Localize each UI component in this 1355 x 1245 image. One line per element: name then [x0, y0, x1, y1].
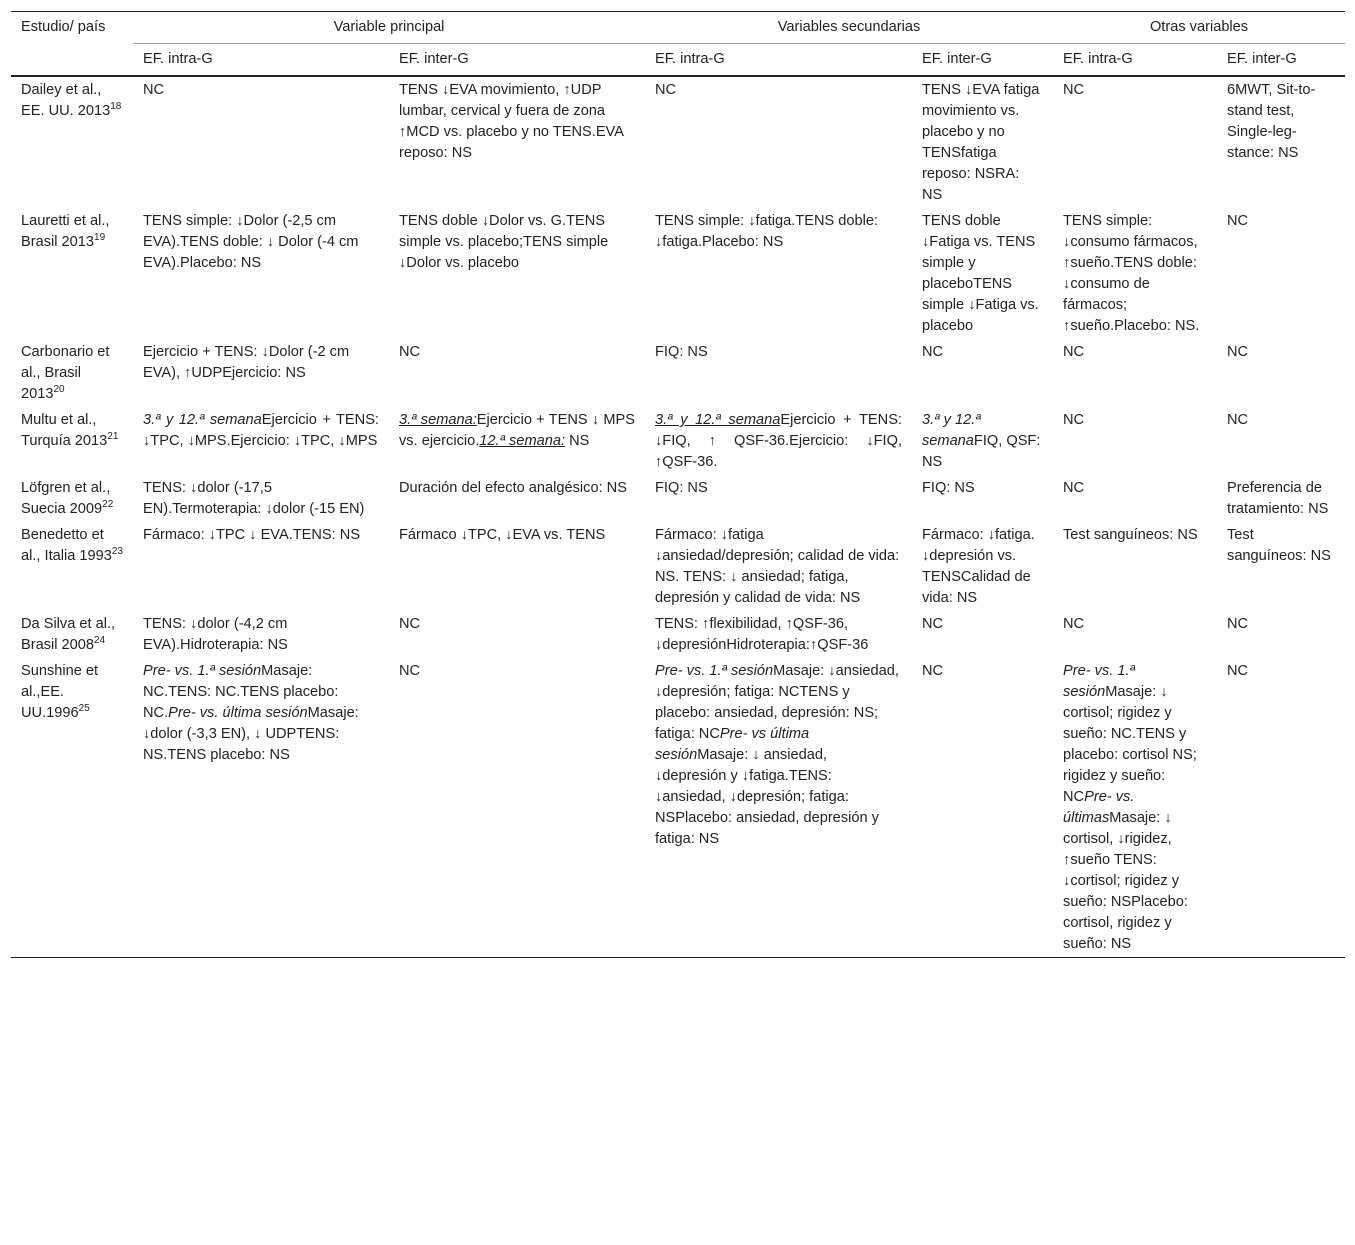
cell-text: FIQ, QSF: NS — [922, 433, 1041, 470]
study-name: Sunshine et al.,EE. UU.1996 — [21, 663, 99, 721]
cell-text: Masaje: ↓ cortisol, ↓rigidez, ↑sueño TENS: ↓cortisol; rigidez y sueño: NSPlacebo: cortisol, rigidez y sueño: NS — [1063, 810, 1188, 952]
cell: TENS: ↓dolor (-4,2 cm EVA).Hidroterapia: NS — [143, 616, 288, 653]
cell: NC — [1227, 663, 1249, 679]
cell: TENS ↓EVA movimiento, ↑UDP lumbar, cervical y fuera de zona ↑MCD vs. placebo y no TENS.EVA reposo: NS — [399, 82, 624, 161]
cell: FIQ: NS — [655, 344, 708, 360]
reference-number: 21 — [107, 431, 119, 443]
period-label: Pre- vs. última sesión — [168, 705, 308, 721]
cell: NC — [143, 82, 165, 98]
table-row — [11, 611, 1345, 658]
cell: Fármaco: ↓TPC ↓ EVA.TENS: NS — [143, 527, 361, 543]
study-name: Lauretti et al., Brasil 2013 — [21, 213, 110, 250]
cell: TENS simple: ↓Dolor (-2,5 cm EVA).TENS doble: ↓ Dolor (-4 cm EVA).Placebo: NS — [143, 213, 359, 271]
cell: NC — [1227, 344, 1249, 360]
study-cell — [11, 208, 133, 339]
cell: NC — [1063, 412, 1085, 428]
table-row — [11, 407, 1345, 475]
cell: Fármaco: ↓fatiga. ↓depresión vs. TENSCalidad de vida: NS — [922, 527, 1035, 606]
header-study-country: Estudio/ país — [21, 19, 106, 36]
cell-text: Masaje: ↓ ansiedad, ↓depresión y ↓fatiga.TENS: ↓ansiedad, ↓depresión; fatiga: NSPlacebo: ansiedad, depresión y fatiga: NS — [655, 747, 879, 847]
period-label: Pre- vs. 1.ª sesión — [655, 663, 774, 679]
reference-number: 23 — [111, 546, 123, 558]
cell — [133, 658, 389, 958]
period-label: Pre- vs. 1.ª sesión — [143, 663, 262, 679]
period-label: Pre- vs última sesión — [655, 726, 810, 763]
table-row — [11, 339, 1345, 407]
cell-text: Masaje: NC.TENS: NC.TENS placebo: NC. — [143, 663, 339, 721]
study-cell — [11, 611, 133, 658]
cell: Test sanguíneos: NS — [1063, 527, 1198, 543]
reference-number: 19 — [94, 232, 106, 244]
reference-number: 25 — [78, 703, 90, 715]
cell: Test sanguíneos: NS — [1227, 527, 1331, 564]
table-row — [11, 658, 1345, 958]
cell: NC — [922, 344, 944, 360]
cell: Preferencia de tratamiento: NS — [1227, 480, 1329, 517]
cell — [1053, 658, 1217, 958]
reference-number: 22 — [102, 499, 114, 511]
cell: NC — [399, 663, 421, 679]
table-row — [11, 208, 1345, 339]
cell: Fármaco ↓TPC, ↓EVA vs. TENS — [399, 527, 606, 543]
header-group-row — [11, 12, 1345, 44]
cell: NC — [922, 663, 944, 679]
results-table — [11, 11, 1345, 958]
cell: NC — [922, 616, 944, 632]
reference-number: 18 — [110, 101, 122, 113]
period-label: 12.ª semana: — [479, 433, 566, 449]
header-variables-secundarias: Variables secundarias — [645, 12, 1053, 44]
cell: TENS simple: ↓consumo fármacos, ↑sueño.TENS doble: ↓consumo de fármacos; ↑sueño.Placebo: NS. — [1063, 213, 1200, 334]
study-cell — [11, 522, 133, 611]
period-label: Pre- vs. últimas — [1063, 789, 1135, 826]
cell — [912, 407, 1053, 475]
cell — [645, 407, 912, 475]
cell: TENS ↓EVA fatiga movimiento vs. placebo y no TENSfatiga reposo: NSRA: NS — [922, 82, 1040, 203]
table-row — [11, 475, 1345, 522]
cell — [133, 407, 389, 475]
cell-text: Ejercicio + TENS: ↓FIQ, ↑ QSF-36.Ejercicio: ↓FIQ, ↑QSF-36. — [655, 412, 902, 470]
study-cell — [11, 76, 133, 208]
cell: NC — [655, 82, 677, 98]
header-ef-inter-g: EF. inter-G — [389, 44, 645, 77]
cell: NC — [399, 344, 421, 360]
study-name: Multu et al., Turquía 2013 — [21, 412, 108, 449]
cell: FIQ: NS — [922, 480, 975, 496]
cell: TENS doble ↓Dolor vs. G.TENS simple vs. placebo;TENS simple ↓Dolor vs. placebo — [399, 213, 609, 271]
cell-text: Masaje: ↓ansiedad, ↓depresión; fatiga: NCTENS y placebo: ansiedad, depresión: NS; fatiga: NC — [655, 663, 899, 742]
header-sub-row — [11, 44, 1345, 77]
cell: NC — [1227, 616, 1249, 632]
study-name: Da Silva et al., Brasil 2008 — [21, 616, 116, 653]
study-cell — [11, 658, 133, 958]
header-ef-inter-g: EF. inter-G — [1217, 44, 1345, 77]
cell: NC — [399, 616, 421, 632]
period-label: 3.ª y 12.ª semana — [655, 412, 781, 428]
cell: Duración del efecto analgésico: NS — [399, 480, 627, 496]
study-name: Dailey et al., EE. UU. 2013 — [21, 82, 111, 119]
period-label: 3.ª semana: — [399, 412, 477, 428]
study-name: Carbonario et al., Brasil 2013 — [21, 344, 110, 402]
header-ef-intra-g: EF. intra-G — [645, 44, 912, 77]
cell: NC — [1063, 616, 1085, 632]
cell: NC — [1063, 82, 1085, 98]
cell: 6MWT, Sit-to-stand test, Single-leg-stance: NS — [1227, 82, 1316, 161]
study-name: Benedetto et al., Italia 1993 — [21, 527, 112, 564]
cell: TENS doble ↓Fatiga vs. TENS simple y placeboTENS simple ↓Fatiga vs. placebo — [922, 213, 1039, 334]
cell — [645, 658, 912, 958]
header-ef-intra-g: EF. intra-G — [133, 44, 389, 77]
cell-text: Ejercicio + TENS: ↓TPC, ↓MPS.Ejercicio: ↓TPC, ↓MPS — [143, 412, 379, 449]
table-row — [11, 522, 1345, 611]
period-label: 3.ª y 12.ª semana — [143, 412, 262, 428]
period-label: Pre- vs. 1.ª sesión — [1063, 663, 1135, 700]
period-label: 3.ª y 12.ª semana — [922, 412, 981, 449]
header-ef-intra-g: EF. intra-G — [1053, 44, 1217, 77]
cell-text: Masaje: ↓dolor (-3,3 EN), ↓ UDPTENS: NS.TENS placebo: NS — [143, 705, 359, 763]
cell: Ejercicio + TENS: ↓Dolor (-2 cm EVA), ↑UDPEjercicio: NS — [143, 344, 350, 381]
header-empty — [11, 44, 133, 77]
reference-number: 24 — [94, 635, 106, 647]
cell-text: NS — [565, 433, 590, 449]
cell: TENS: ↓dolor (-17,5 EN).Termoterapia: ↓dolor (-15 EN) — [143, 480, 365, 517]
cell-text: Ejercicio + TENS ↓ MPS vs. ejercicio. — [399, 412, 636, 449]
cell: FIQ: NS — [655, 480, 708, 496]
header-variable-principal: Variable principal — [133, 12, 645, 44]
table-row — [11, 76, 1345, 208]
header-ef-inter-g: EF. inter-G — [912, 44, 1053, 77]
cell — [389, 407, 645, 475]
cell-text: Masaje: ↓ cortisol; rigidez y sueño: NC.TENS y placebo: cortisol NS; rigidez y sueño: NC — [1063, 684, 1197, 805]
cell: NC — [1063, 480, 1085, 496]
cell: Fármaco: ↓fatiga ↓ansiedad/depresión; calidad de vida: NS. TENS: ↓ ansiedad; fatiga, depresión y calidad de vida: NS — [655, 527, 900, 606]
cell: TENS simple: ↓fatiga.TENS doble: ↓fatiga.Placebo: NS — [655, 213, 879, 250]
study-name: Löfgren et al., Suecia 2009 — [21, 480, 111, 517]
reference-number: 20 — [53, 384, 65, 396]
study-cell — [11, 407, 133, 475]
header-otras-variables: Otras variables — [1053, 12, 1345, 44]
cell: NC — [1227, 213, 1249, 229]
cell: NC — [1227, 412, 1249, 428]
cell: TENS: ↑flexibilidad, ↑QSF-36, ↓depresiónHidroterapia:↑QSF-36 — [655, 616, 869, 653]
cell: NC — [1063, 344, 1085, 360]
study-cell — [11, 475, 133, 522]
study-cell — [11, 339, 133, 407]
